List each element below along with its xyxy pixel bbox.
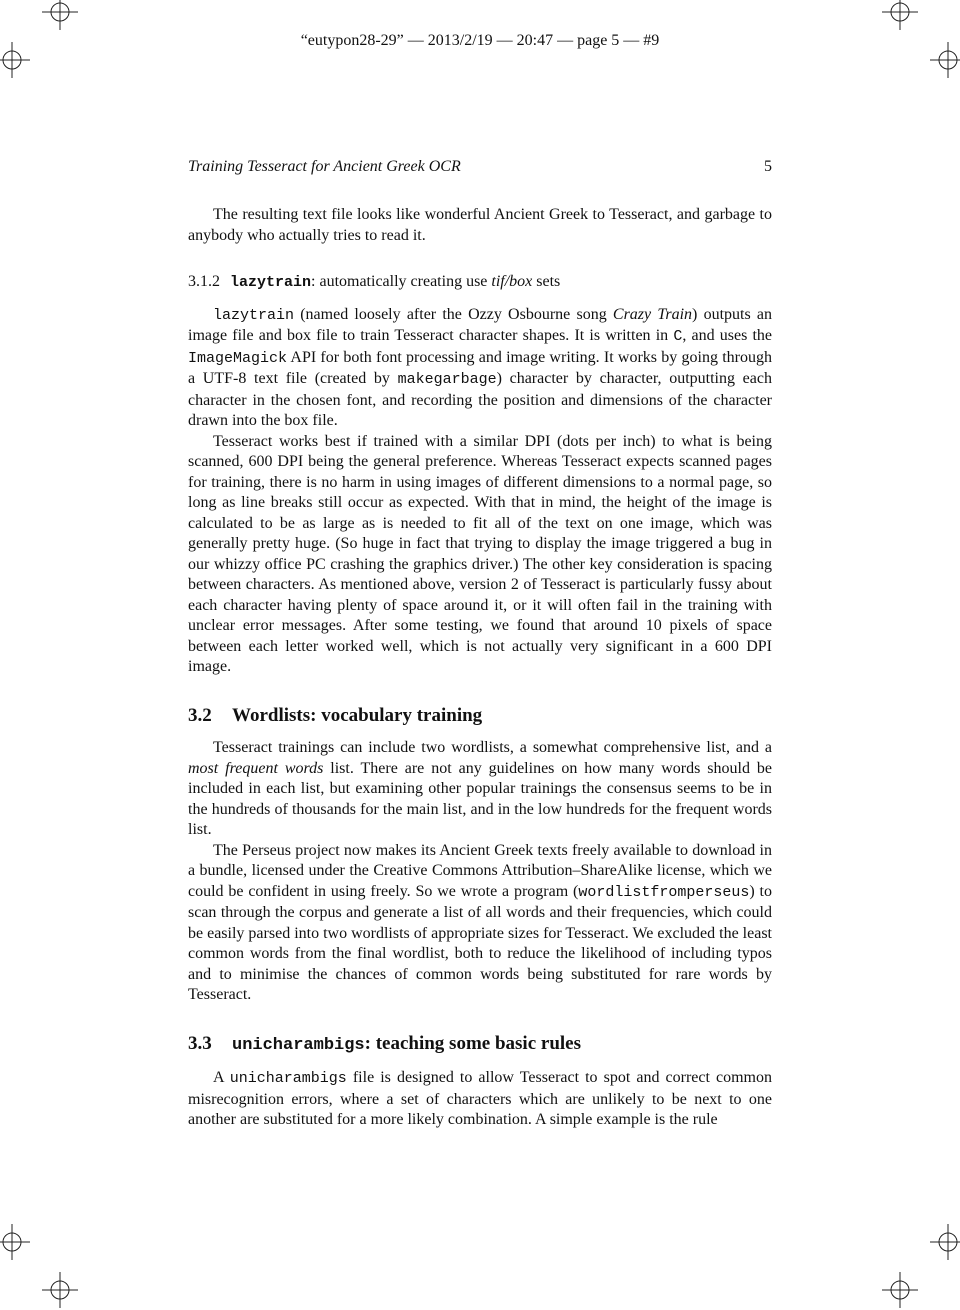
registration-icon: [880, 1270, 920, 1310]
paragraph-lazytrain: [188, 305, 772, 432]
registration-icon: [40, 0, 80, 32]
subsection-heading-3-1-2: [188, 272, 772, 294]
section-title: Wordlists: vocabulary training: [232, 704, 483, 726]
code-wordlistfromperseus: wordlistfromperseus: [578, 883, 750, 901]
print-slug: “eutypon28-29” — 2013/2/19 — 20:47 — page 5 — #9: [300, 32, 660, 49]
code-lazytrain: lazytrain: [213, 306, 295, 324]
text-run: The Perseus project now makes its Ancient Greek texts freely available to download in a bundle, licensed under the Creative Commons Attribution–ShareAlike license, which we could be confident in using freely. So we wrote a program (: [188, 841, 772, 900]
page-body: [188, 205, 772, 1131]
paragraph-wordlists: [188, 738, 772, 841]
section-number: 3.2: [188, 704, 212, 726]
crop-mark-bottom-left: [40, 1270, 80, 1310]
subsection-title-mid: : automatically creating use: [311, 273, 492, 290]
subsection-title-italic: tif/box: [491, 273, 533, 290]
running-head: [188, 158, 772, 176]
text-run: ) to scan through the corpus and generate a list of all words and their frequencies, which could be easily parsed into two wordlists of appropriate sizes for Tesseract. We excluded the least common words from the final wordlist, both to reduce the likelihood of including typos and to minimise the chances of common words being substituted for rare words by Tesseract.: [188, 882, 772, 1003]
subsection-number: 3.1.2: [188, 273, 220, 290]
text-run: API for both font processing and image writing. It works by going through a UTF-8 text file (created by: [188, 348, 772, 387]
section-heading-3-2: [188, 706, 772, 727]
code-unicharambigs: unicharambigs: [229, 1070, 347, 1087]
text-run: list. There are not any guidelines on how many words should be included in each list, but examining other popular trainings the consensus seems to be in the hundreds of thousands for the main list, and in the low hundreds for the frequent words list.: [188, 759, 773, 838]
code-imagemagick: ImageMagick: [188, 349, 288, 367]
text-run: , and uses the: [682, 327, 773, 344]
text-run: A: [213, 1069, 230, 1086]
running-head-title: Training Tesseract for Ancient Greek OCR: [188, 158, 461, 175]
paragraph-perseus: [188, 841, 772, 1006]
section-title-end: : teaching some basic rules: [364, 1032, 581, 1054]
text-run: Tesseract trainings can include two wordlists, a somewhat comprehensive list, and a: [213, 739, 772, 756]
paragraph-unicharambigs: [188, 1068, 772, 1131]
intro-paragraph: The resulting text file looks like wonderful Ancient Greek to Tesseract, and garbage to anybody who actually tries to read it.: [188, 206, 772, 244]
registration-icon: [0, 1222, 32, 1262]
song-title: Crazy Train: [612, 305, 693, 323]
paragraph-dpi: Tesseract works best if trained with a similar DPI (dots per inch) to what is being scanned, 600 DPI being the general preference. Whereas Tesseract expects scanned pages for training, there is no harm in using images of different dimensions to a normal page, so long as line breaks still occur as expected. With that in mind, the height of the image is calculated to be as large as is needed to fit all of the text on one image, which was generally pretty huge. (So huge in fact that trying to display the image triggered a bug in our whizzy office PC crashing the graphics driver.) The other key consideration is spacing between characters. As mentioned above, version 2 of Tesseract is particularly fussy about each character having plenty of space around it, or it will often fail in the training with unclear error messages. After some testing, we found that around 10 pixels of space between each letter worked well, which is not actually very significant in a 600 DPI image.: [188, 432, 772, 675]
crop-mark-bottom-right: [880, 1270, 920, 1310]
text-run: file is designed to allow Tesseract to spot and correct common misrecognition errors, where a set of characters which are unlikely to be next to one another are substituted for a more likely combination. A simple example is the rule: [188, 1069, 773, 1128]
section-code: unicharambigs: [232, 1035, 365, 1055]
registration-icon: [928, 1222, 960, 1262]
registration-icon: [880, 0, 920, 32]
crop-mark-top-right: [880, 0, 920, 32]
code-c: C: [673, 328, 683, 345]
page-number: 5: [764, 158, 772, 175]
text-run: (named loosely after the Ozzy Osbourne song: [294, 305, 613, 323]
section-number: 3.3: [188, 1032, 212, 1054]
crop-mark-right-bottom: [928, 1222, 960, 1262]
emphasis-frequent-words: most frequent words: [188, 759, 324, 777]
subsection-code: lazytrain: [230, 274, 312, 291]
crop-mark-left-bottom: [0, 1222, 32, 1262]
section-heading-3-3: [188, 1034, 772, 1057]
subsection-title-end: sets: [532, 273, 561, 290]
text-run: ) character by character, outputting each character in the chosen font, and recording the position and dimensions of the character drawn into the box file.: [188, 370, 772, 429]
crop-mark-top-left: [40, 0, 80, 32]
text-run: ) outputs an image file and box file to train Tesseract character shapes. It is written in: [188, 305, 772, 344]
registration-icon: [40, 1270, 80, 1310]
code-makegarbage: makegarbage: [397, 371, 497, 388]
